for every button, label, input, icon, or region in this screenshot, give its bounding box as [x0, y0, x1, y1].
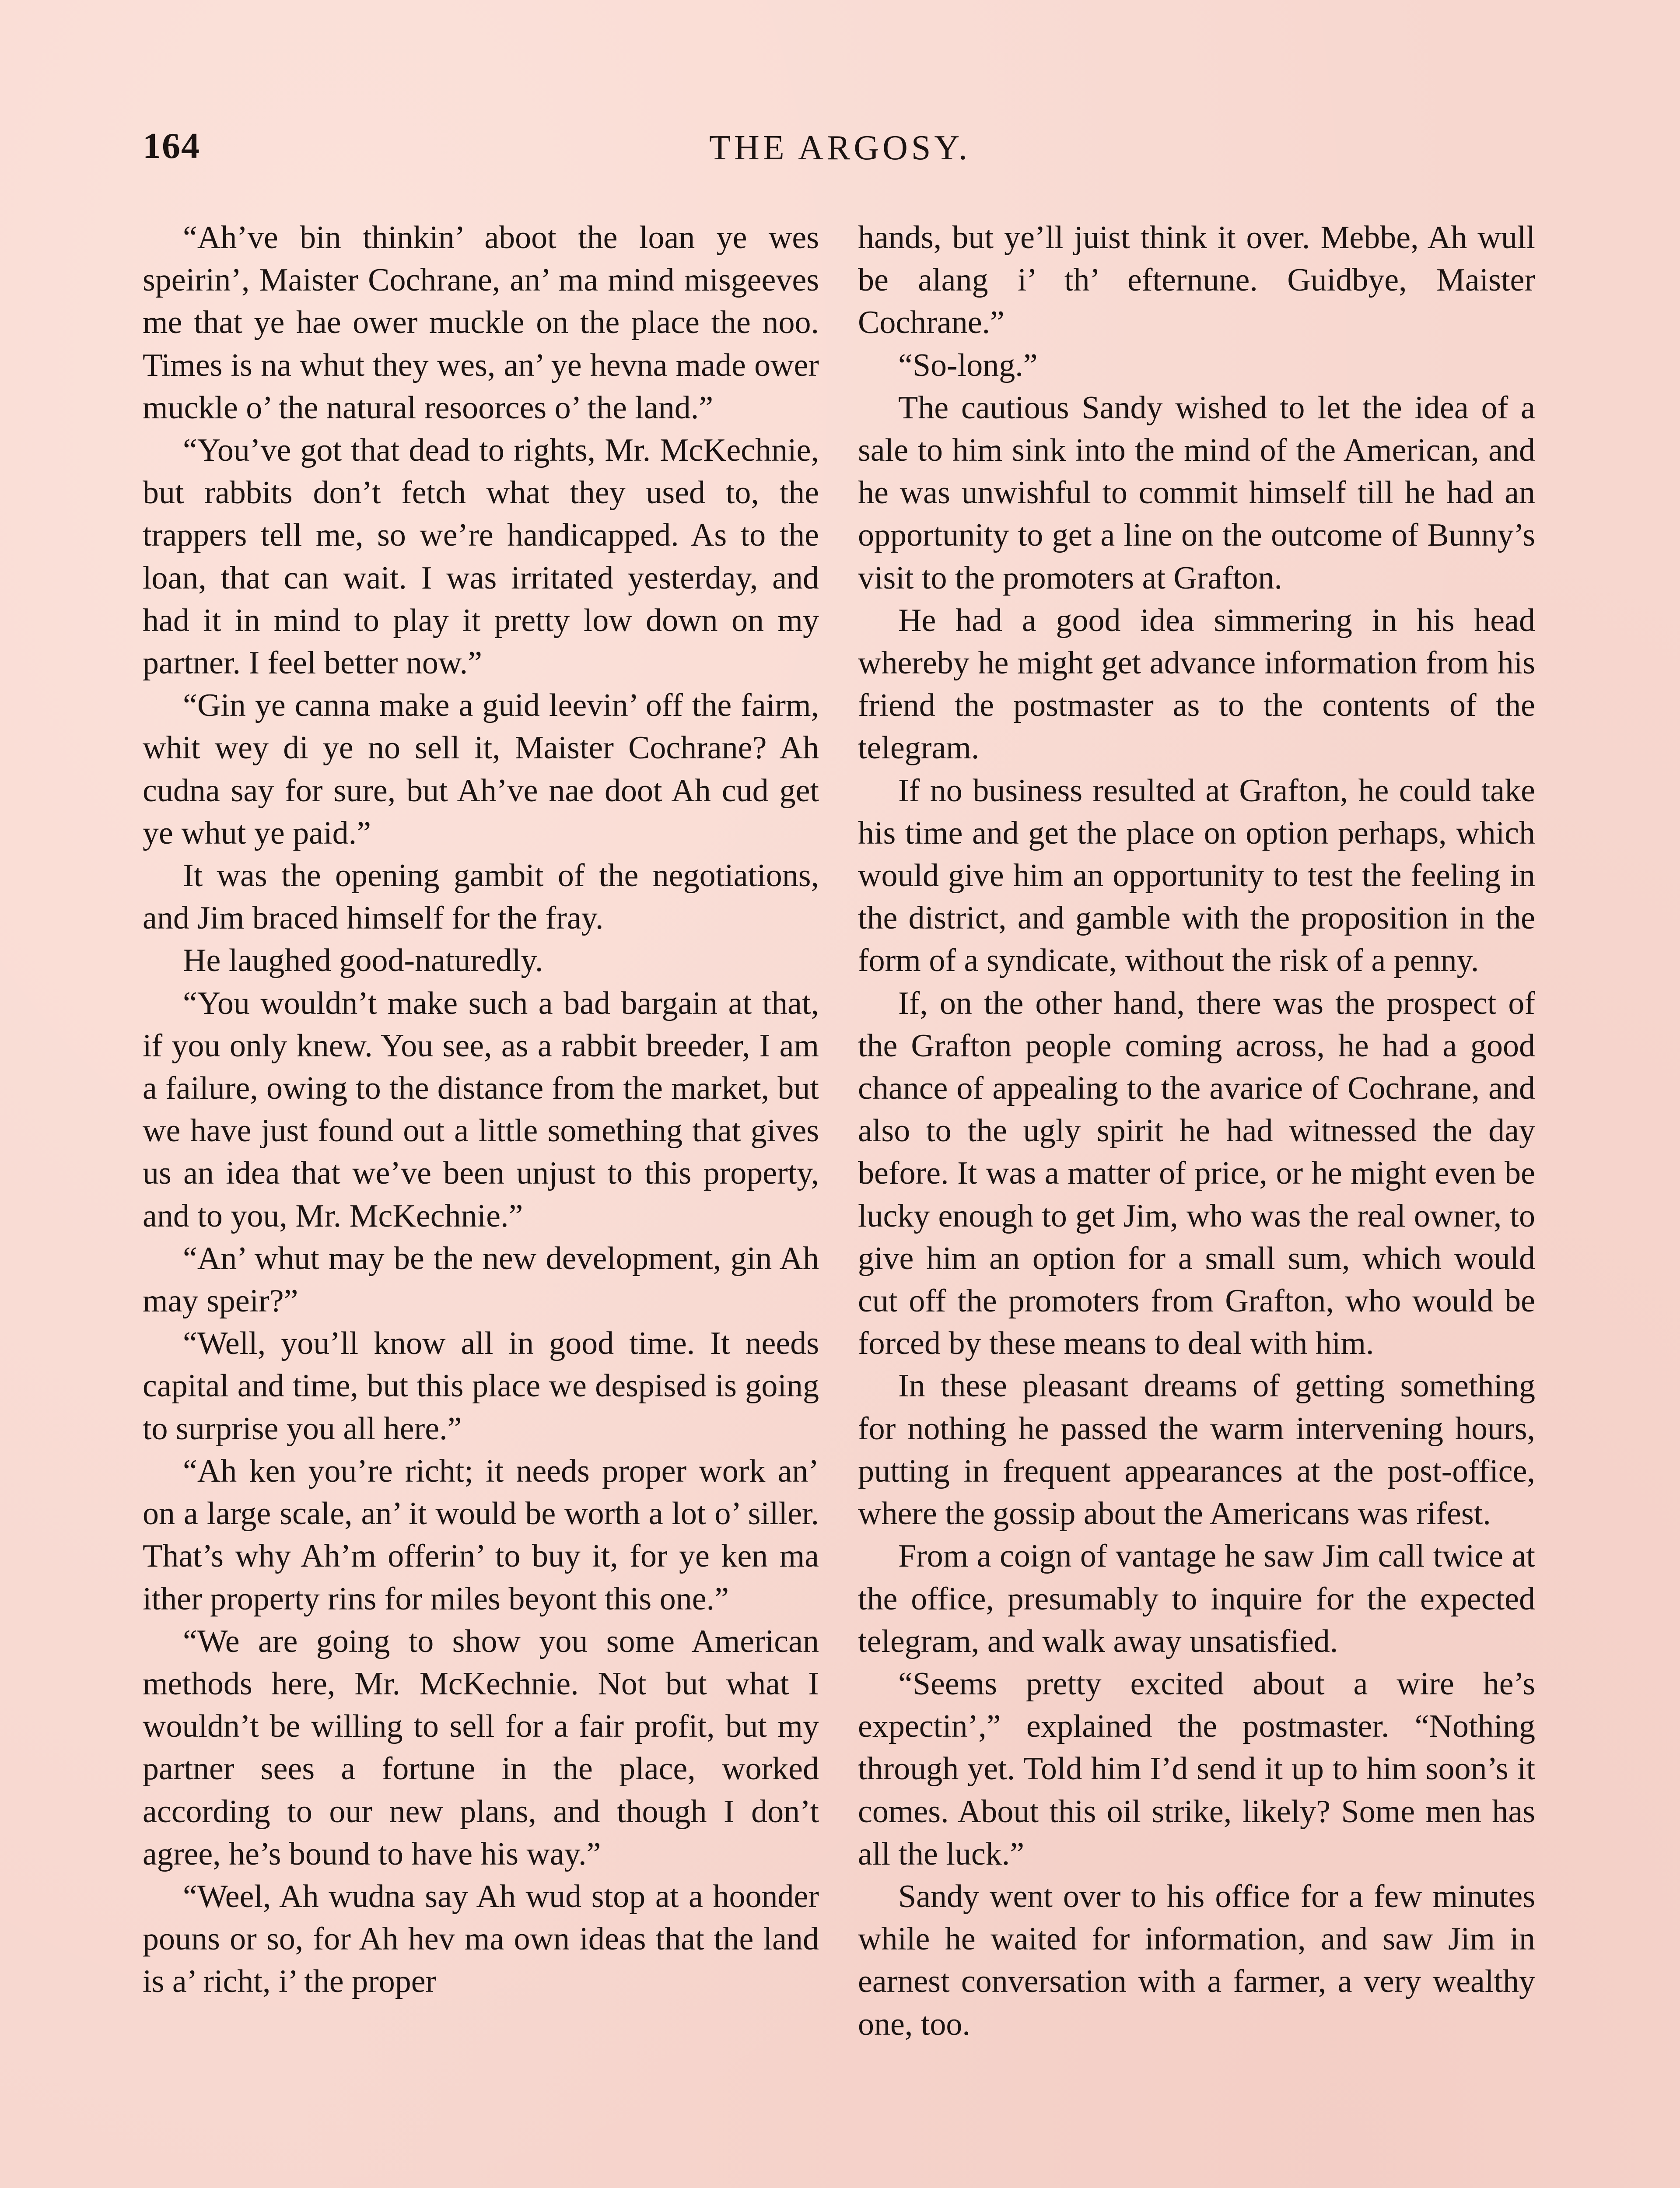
- paragraph: “Seems pretty excited about a wire he’s expectin’,” explained the postmaster. “Nothing through yet. Told him I’d send it up to him soon’s it comes. About this oil strike, likely? Some men has all the luck.”: [858, 1666, 1535, 1872]
- paragraph: “Ah ken you’re richt; it needs proper work an’ on a large scale, an’ it would be worth a lot o’ siller. That’s why Ah’m offerin’ to buy it, for ye ken ma ither property rins for miles beyont this one.”: [143, 1453, 819, 1617]
- right-column: [858, 217, 1535, 2046]
- paragraph: “Weel, Ah wudna say Ah wud stop at a hoonder pouns or so, for Ah hev ma own ideas that the land is a’ richt, i’ the proper: [143, 1878, 819, 2000]
- paragraph: “You’ve got that dead to rights, Mr. McKechnie, but rabbits don’t fetch what they used to, the trappers tell me, so we’re handicapped. As to the loan, that can wait. I was irritated yesterday, and had it in mind to play it pretty low down on my partner. I feel better now.”: [143, 432, 819, 681]
- paragraph: “Gin ye canna make a guid leevin’ off the fairm, whit wey di ye no sell it, Maister Cochrane? Ah cudna say for sure, but Ah’ve nae doot Ah cud get ye whut ye paid.”: [143, 687, 819, 851]
- paragraph: “Ah’ve bin thinkin’ aboot the loan ye wes speirin’, Maister Cochrane, an’ ma mind misgeeves me that ye hae ower muckle on the place the noo. Times is na whut they wes, an’ ye hevna made ower muckle o’ the natural resoorces o’ the land.”: [143, 220, 819, 426]
- paragraph: The cautious Sandy wished to let the idea of a sale to him sink into the mind of the American, and he was unwishful to commit himself till he had an opportunity to get a line on the outcome of Bunny’s visit to the promoters at Grafton.: [858, 389, 1535, 596]
- paragraph: “You wouldn’t make such a bad bargain at that, if you only knew. You see, as a rabbit breeder, I am a failure, owing to the distance from the market, but we have just found out a little something that gives us an idea that we’ve been unjust to this property, and to you, Mr. McKechnie.”: [143, 985, 819, 1234]
- page-number: 164: [143, 126, 200, 166]
- running-head: THE ARGOSY.: [709, 129, 971, 167]
- paragraph-continuation: hands, but ye’ll juist think it over. Mebbe, Ah wull be alang i’ th’ efternune. Guidbye, Maister Cochrane.”: [858, 220, 1535, 341]
- left-column: [143, 217, 819, 2003]
- paragraph: It was the opening gambit of the negotiations, and Jim braced himself for the fray.: [143, 858, 819, 936]
- paragraph: “So-long.”: [898, 347, 1038, 383]
- paragraph: In these pleasant dreams of getting something for nothing he passed the warm intervening hours, putting in frequent appearances at the post-office, where the gossip about the Americans was rifest.: [858, 1368, 1535, 1532]
- paragraph: He had a good idea simmering in his head whereby he might get advance information from his friend the postmaster as to the contents of the telegram.: [858, 602, 1535, 766]
- paragraph: If no business resulted at Grafton, he could take his time and get the place on option perhaps, which would give him an opportunity to test the feeling in the district, and gamble with the proposition in the form of a syndicate, without the risk of a penny.: [858, 772, 1535, 979]
- paragraph: Sandy went over to his office for a few minutes while he waited for information, and saw Jim in earnest conversation with a farmer, a very wealthy one, too.: [858, 1878, 1535, 2042]
- paragraph: He laughed good-naturedly.: [183, 943, 543, 979]
- paragraph: “An’ whut may be the new development, gin Ah may speir?”: [143, 1240, 819, 1319]
- paragraph: “Well, you’ll know all in good time. It needs capital and time, but this place we despised is going to surprise you all here.”: [143, 1325, 819, 1447]
- paragraph: “We are going to show you some American methods here, Mr. McKechnie. Not but what I wouldn’t be willing to sell for a fair profit, but my partner sees a fortune in the place, worked according to our new plans, and though I don’t agree, he’s bound to have his way.”: [143, 1623, 819, 1872]
- paragraph: From a coign of vantage he saw Jim call twice at the office, presumably to inquire for the expected telegram, and walk away unsatisfied.: [858, 1538, 1535, 1659]
- paragraph: If, on the other hand, there was the prospect of the Grafton people coming across, he had a good chance of appealing to the avarice of Cochrane, and also to the ugly spirit he had witnessed the day before. It was a matter of price, or he might even be lucky enough to get Jim, who was the real owner, to give him an option for a small sum, which would cut off the promoters from Grafton, who would be forced by these means to deal with him.: [858, 985, 1535, 1362]
